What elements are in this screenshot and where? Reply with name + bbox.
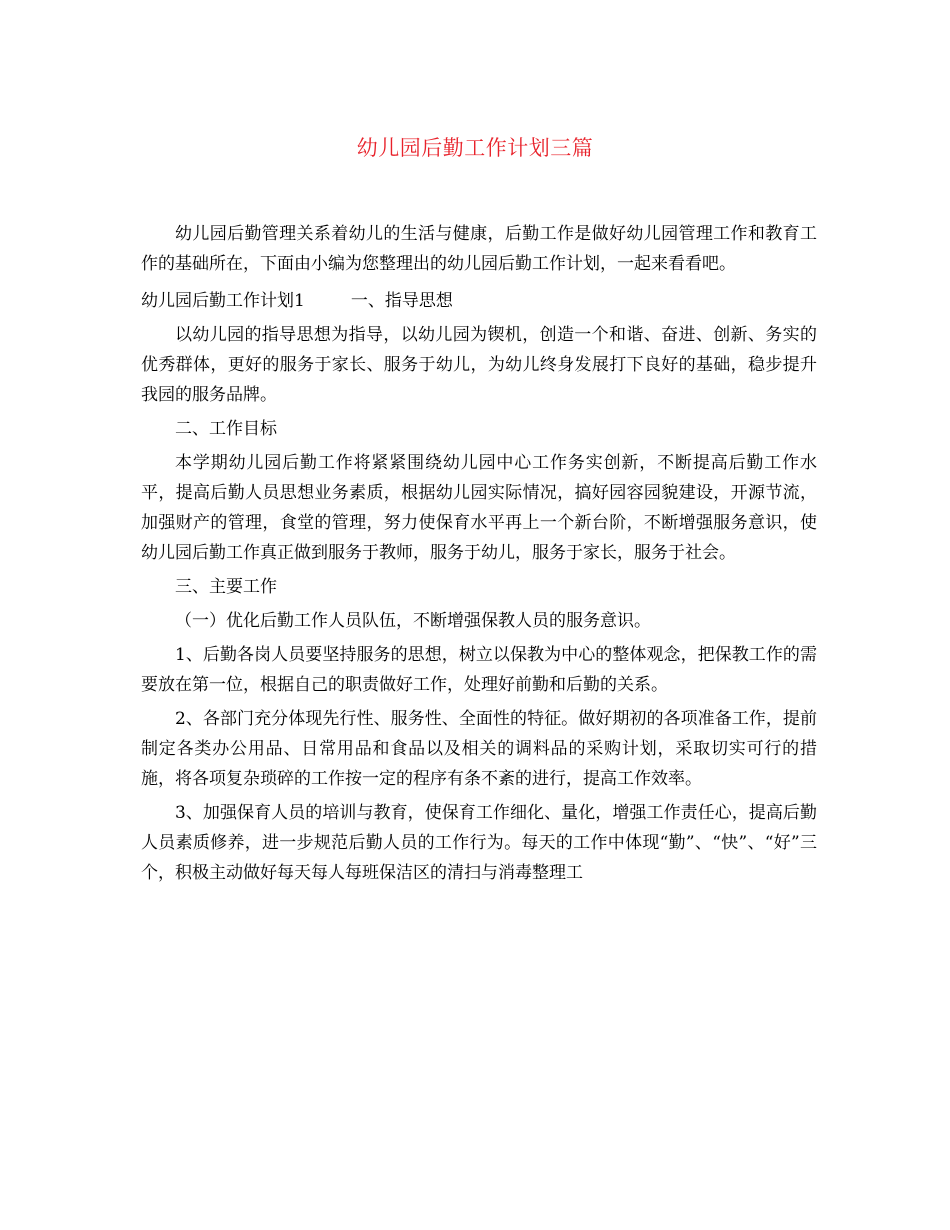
item-3-paragraph: 3、加强保育人员的培训与教育，使保育工作细化、量化，增强工作责任心，提高后勤人员素质修养，进一步规范后勤人员的工作行为。每天的工作中体现“勤”、“快”、“好”三个，积极主动做好每天每人每班保洁区的清扫与消毒整理工 <box>141 803 817 883</box>
intro-paragraph: 幼儿园后勤管理关系着幼儿的生活与健康，后勤工作是做好幼儿园管理工作和教育工作的基础所在，下面由小编为您整理出的幼儿园后勤工作计划，一起来看看吧。 <box>141 224 817 274</box>
plan-1-heading-line <box>141 286 817 316</box>
item-2-paragraph: 2、各部门充分体现先行性、服务性、全面性的特征。做好期初的各项准备工作，提前制定各类办公用品、日常用品和食品以及相关的调料品的采购计划，采取切实可行的措施，将各项复杂琐碎的工作按一定的程序有条不紊的进行，提高工作效率。 <box>141 709 817 789</box>
section-3-heading: 三、主要工作 <box>175 577 277 597</box>
section-2-heading: 二、工作目标 <box>175 419 277 439</box>
section-1-heading: 一、指导思想 <box>350 291 453 311</box>
document-body <box>141 219 817 892</box>
subsection-1-heading: （一）优化后勤工作人员队伍，不断增强保教人员的服务意识。 <box>175 611 651 631</box>
section-2-paragraph: 本学期幼儿园后勤工作将紧紧围绕幼儿园中心工作务实创新，不断提高后勤工作水平，提高后勤人员思想业务素质，根据幼儿园实际情况，搞好园容园貌建设，开源节流，加强财产的管理，食堂的管理，努力使保育水平再上一个新台阶，不断增强服务意识，使幼儿园后勤工作真正做到服务于教师，服务于幼儿，服务于家长，服务于社会。 <box>141 453 817 563</box>
item-1-paragraph: 1、后勤各岗人员要坚持服务的思想，树立以保教为中心的整体观念，把保教工作的需要放在第一位，根据自己的职责做好工作，处理好前勤和后勤的关系。 <box>141 645 817 695</box>
document-title: 幼儿园后勤工作计划三篇 <box>356 136 594 160</box>
section-1-paragraph: 以幼儿园的指导思想为指导，以幼儿园为锲机，创造一个和谐、奋进、创新、务实的优秀群体，更好的服务于家长、服务于幼儿，为幼儿终身发展打下良好的基础，稳步提升我园的服务品牌。 <box>141 325 817 405</box>
plan-1-label: 幼儿园后勤工作计划1 <box>141 291 305 311</box>
